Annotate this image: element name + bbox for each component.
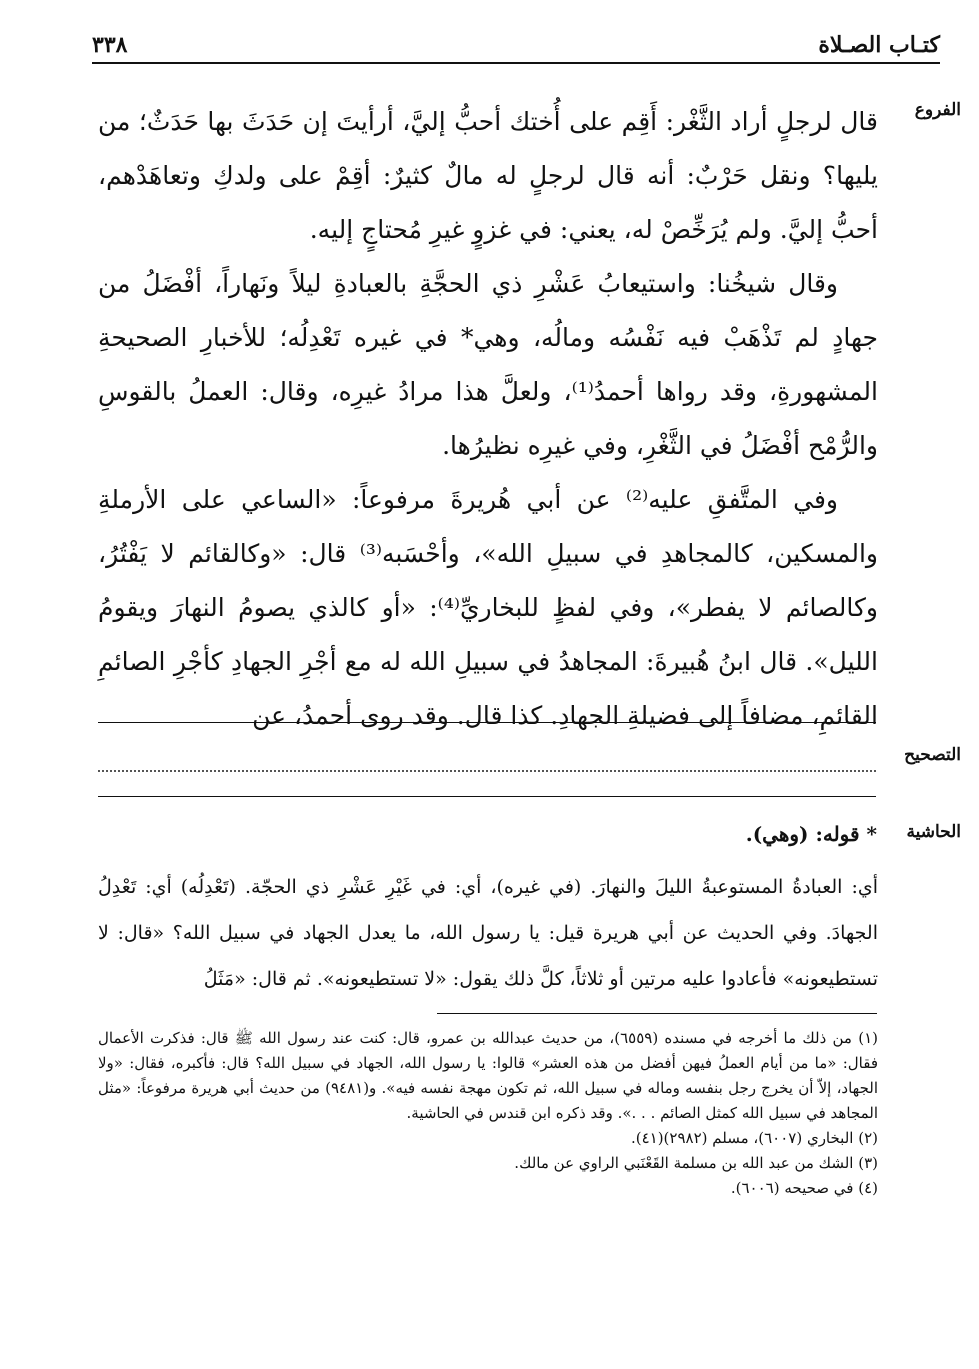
footnotes <box>98 1026 878 1201</box>
tashih-dotted-line <box>98 748 876 772</box>
hashiya-paragraph: أي: العبادةُ المستوعبةُ الليلَ والنهارَ. (في غيره)، أي: في غَيْرِ عَشْرِ ذي الحجّة. (تَعْدِلُه) أي: تَعْدِلُ الجهادَ. وفي الحديث عن أبي هريرة قيل: يا رسول الله، ما يعدل الجهاد في سبيل الله؟ «قال: لا تستطيعونه» فأعادوا عليه مرتين أو ثلاثاً، كلَّ ذلك يقول: «لا تستطيعونه». ثم قال: «مَثَلُ <box>98 876 878 990</box>
margin-label-hashiya: الحاشية <box>906 822 961 842</box>
footnote-3: (٣) الشك من عبد الله بن مسلمة القَعْنَبي الراوي عن مالك. <box>514 1154 878 1172</box>
page-number: ٣٣٨ <box>92 32 128 58</box>
margin-label-tashih: التصحيح <box>904 745 961 765</box>
divider-bottom <box>98 796 876 797</box>
footnote-2: (٢) البخاري (٦٠٠٧)، مسلم (٢٩٨٢)(٤١). <box>630 1129 878 1147</box>
footnote-1: (١) من ذلك ما أخرجه في مسنده (٦٥٥٩)، من حديث عبدالله بن عمرو، قال: كنت عند رسول الله ﷺ قال: فذكرت الأعمال فقال: «ما من أيام العملُ فيهن أفضل من هذه العشر» قالوا: يا رسول الله، الجهاد في سبيل الله؟ قال: فأكبره، فقال: «ولا الجهاد، إلاّ أن يخرج رجل بنفسه وماله في سبيل الله، ثم تكون مهجة نفسه فيه». و(٩٤٨١) من حديث أبي هريرة مرفوعاً: «مثل المجاهد في سبيل الله كمثل الصائم . . .». وقد ذكره ابن قندس في الحاشية. <box>98 1029 878 1122</box>
main-paragraph-3: وفي المتَّفقِ عليه⁽²⁾ عن أبي هُريرةَ مرفوعاً: «الساعي على الأرملةِ والمسكين، كالمجاهدِ في سبيلِ الله»، وأحْسَبه⁽³⁾ قال: «وكالقائم لا يَفْتُرُ، وكالصائم لا يفطر»، وفي لفظٍ للبخاريِّ⁽⁴⁾: «أو كالذي يصومُ النهارَ ويقومُ الليل». قال ابنُ هُبيرةَ: المجاهدُ في سبيلِ الله له مع أجْرِ الجهادِ كأجْرِ الصائمِ القائمِ، مضافاً إلى فضيلةِ الجهادِ. كذا قال. وقد روى أحمدُ، عن <box>98 485 879 730</box>
running-header <box>92 28 940 64</box>
hashiya-heading: * قوله: (وهي). <box>745 822 877 846</box>
main-paragraph-2: وقال شيخُنا: واستيعابُ عَشْرِ ذي الحجَّةِ بالعبادةِ ليلاً ونَهاراً، أفْضَلُ من جهادٍ لم تَذْهَبْ فيه نَفْسُه ومالُه، وهي* في غيره تَعْدِلُه؛ للأخبارِ الصحيحةِ المشهورةِ، وقد رواها أحمدُ⁽¹⁾، ولعلَّ هذا مرادُ غيرِه، وقال: العملُ بالقوسِ والرُّمْح أفْضَلُ في الثَّغْرِ، وفي غيرِه نظيرُها. <box>98 269 878 460</box>
footnote-separator <box>437 1013 877 1014</box>
hashiya-text <box>98 864 878 1002</box>
footnote-4: (٤) في صحيحه (٦٠٠٦). <box>730 1179 878 1197</box>
margin-label-furu: الفروع <box>914 100 961 120</box>
main-text <box>98 95 878 743</box>
divider-top <box>98 722 876 723</box>
book-title: كتـاب الصـلاة <box>818 32 940 58</box>
main-paragraph-1: قال لرجلٍ أراد الثَّغْر: أَقِم على أُختك أحبُّ إليَّ، أرأيتَ إن حَدَثَ بها حَدَثٌ؛ من يليها؟ ونقل حَرْبٌ: أنه قال لرجلٍ له مالٌ كثيرٌ: أقِمْ على ولدكِ وتعاهَدْهم، أحبُّ إليَّ. ولم يُرَخِّصْ له، يعني: في غزوٍ غيرِ مُحتاجٍ إليه. <box>98 107 878 244</box>
